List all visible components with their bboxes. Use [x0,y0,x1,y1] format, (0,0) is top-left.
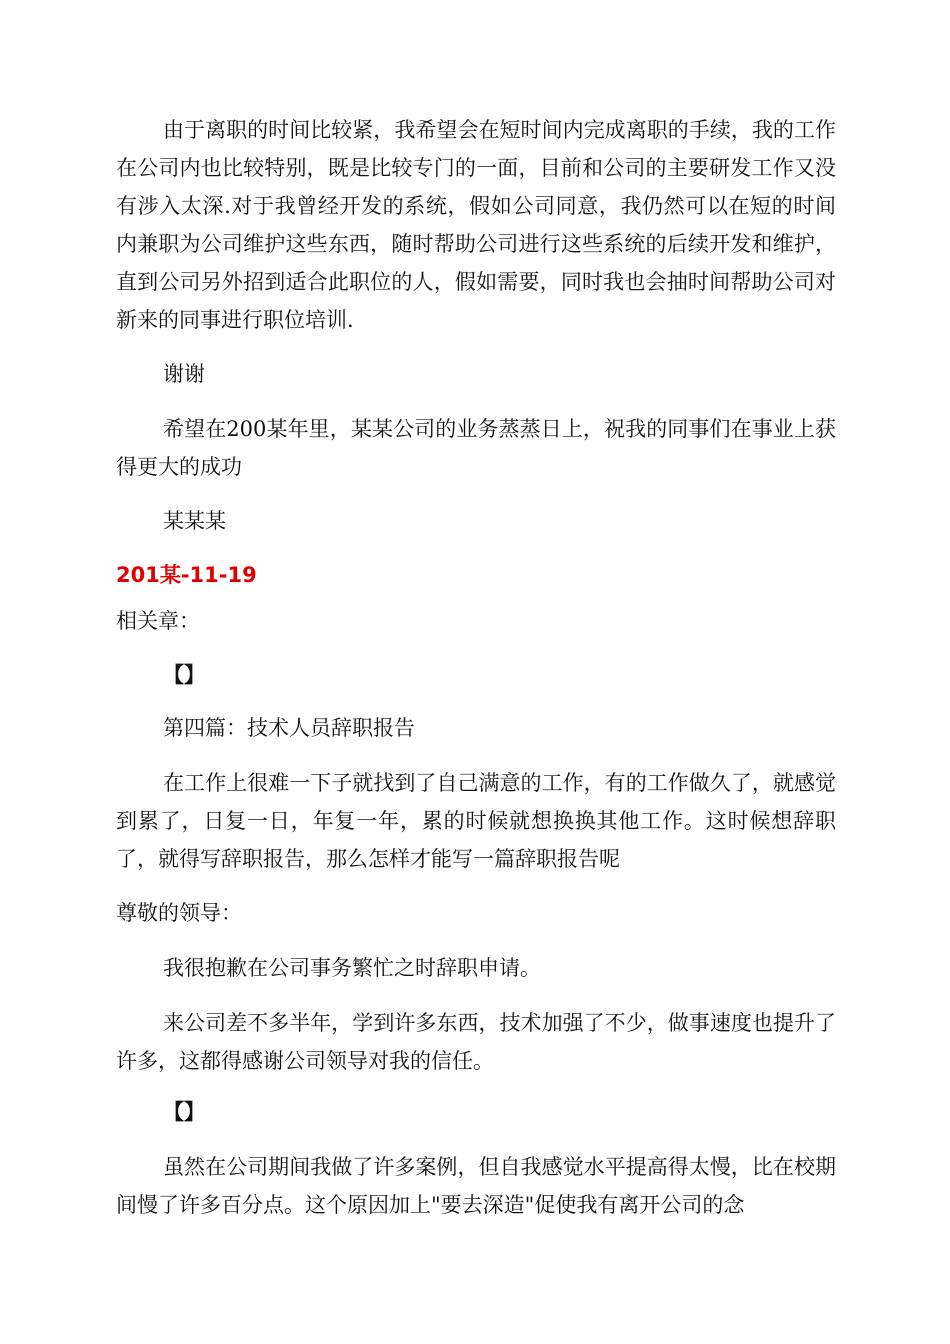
signature: 某某某 [163,509,226,533]
paragraph-progress: 虽然在公司期间我做了许多案例，但自我感觉水平提高得太慢，比在校期间慢了许多百分点。这个原因加上"要去深造"促使我有离开公司的念 [116,1155,836,1217]
chapter-title: 第四篇：技术人员辞职报告 [163,716,415,740]
paragraph-half-year: 来公司差不多半年，学到许多东西，技术加强了不少，做事速度也提升了许多，这都得感谢公司领导对我的信任。 [116,1011,836,1073]
paragraph-thanks: 谢谢 [163,362,205,386]
paragraph-wishes: 希望在200某年里，某某公司的业务蒸蒸日上，祝我的同事们在事业上获得更大的成功 [116,417,836,479]
paragraph-intro: 在工作上很难一下子就找到了自己满意的工作，有的工作做久了，就感觉到累了，日复一日，年复一年，累的时候就想换换其他工作。这时候想辞职了，就得写辞职报告，那么怎样才能写一篇辞职报告呢 [116,771,836,871]
paragraph-resignation-handover: 由于离职的时间比较紧，我希望会在短时间内完成离职的手续，我的工作在公司内也比较特别，既是比较专门的一面，目前和公司的主要研发工作又没有涉入太深.对于我曾经开发的系统，假如公司同意，我仍然可以在短的时间内兼职为公司维护这些东西，随时帮助公司进行这些系统的后续开发和维护，直到公司另外招到适合此职位的人，假如需要，同时我也会抽时间帮助公司对新来的同事进行职位培训. [116,118,836,332]
paragraph-apology: 我很抱歉在公司事务繁忙之时辞职申请。 [163,956,541,980]
bracket-placeholder-1: 【】 [163,663,205,687]
related-articles-label: 相关章： [116,609,200,633]
bracket-placeholder-2: 【】 [163,1100,205,1124]
date-line: 201某-11-19 [116,563,257,587]
salutation: 尊敬的领导： [116,901,242,925]
